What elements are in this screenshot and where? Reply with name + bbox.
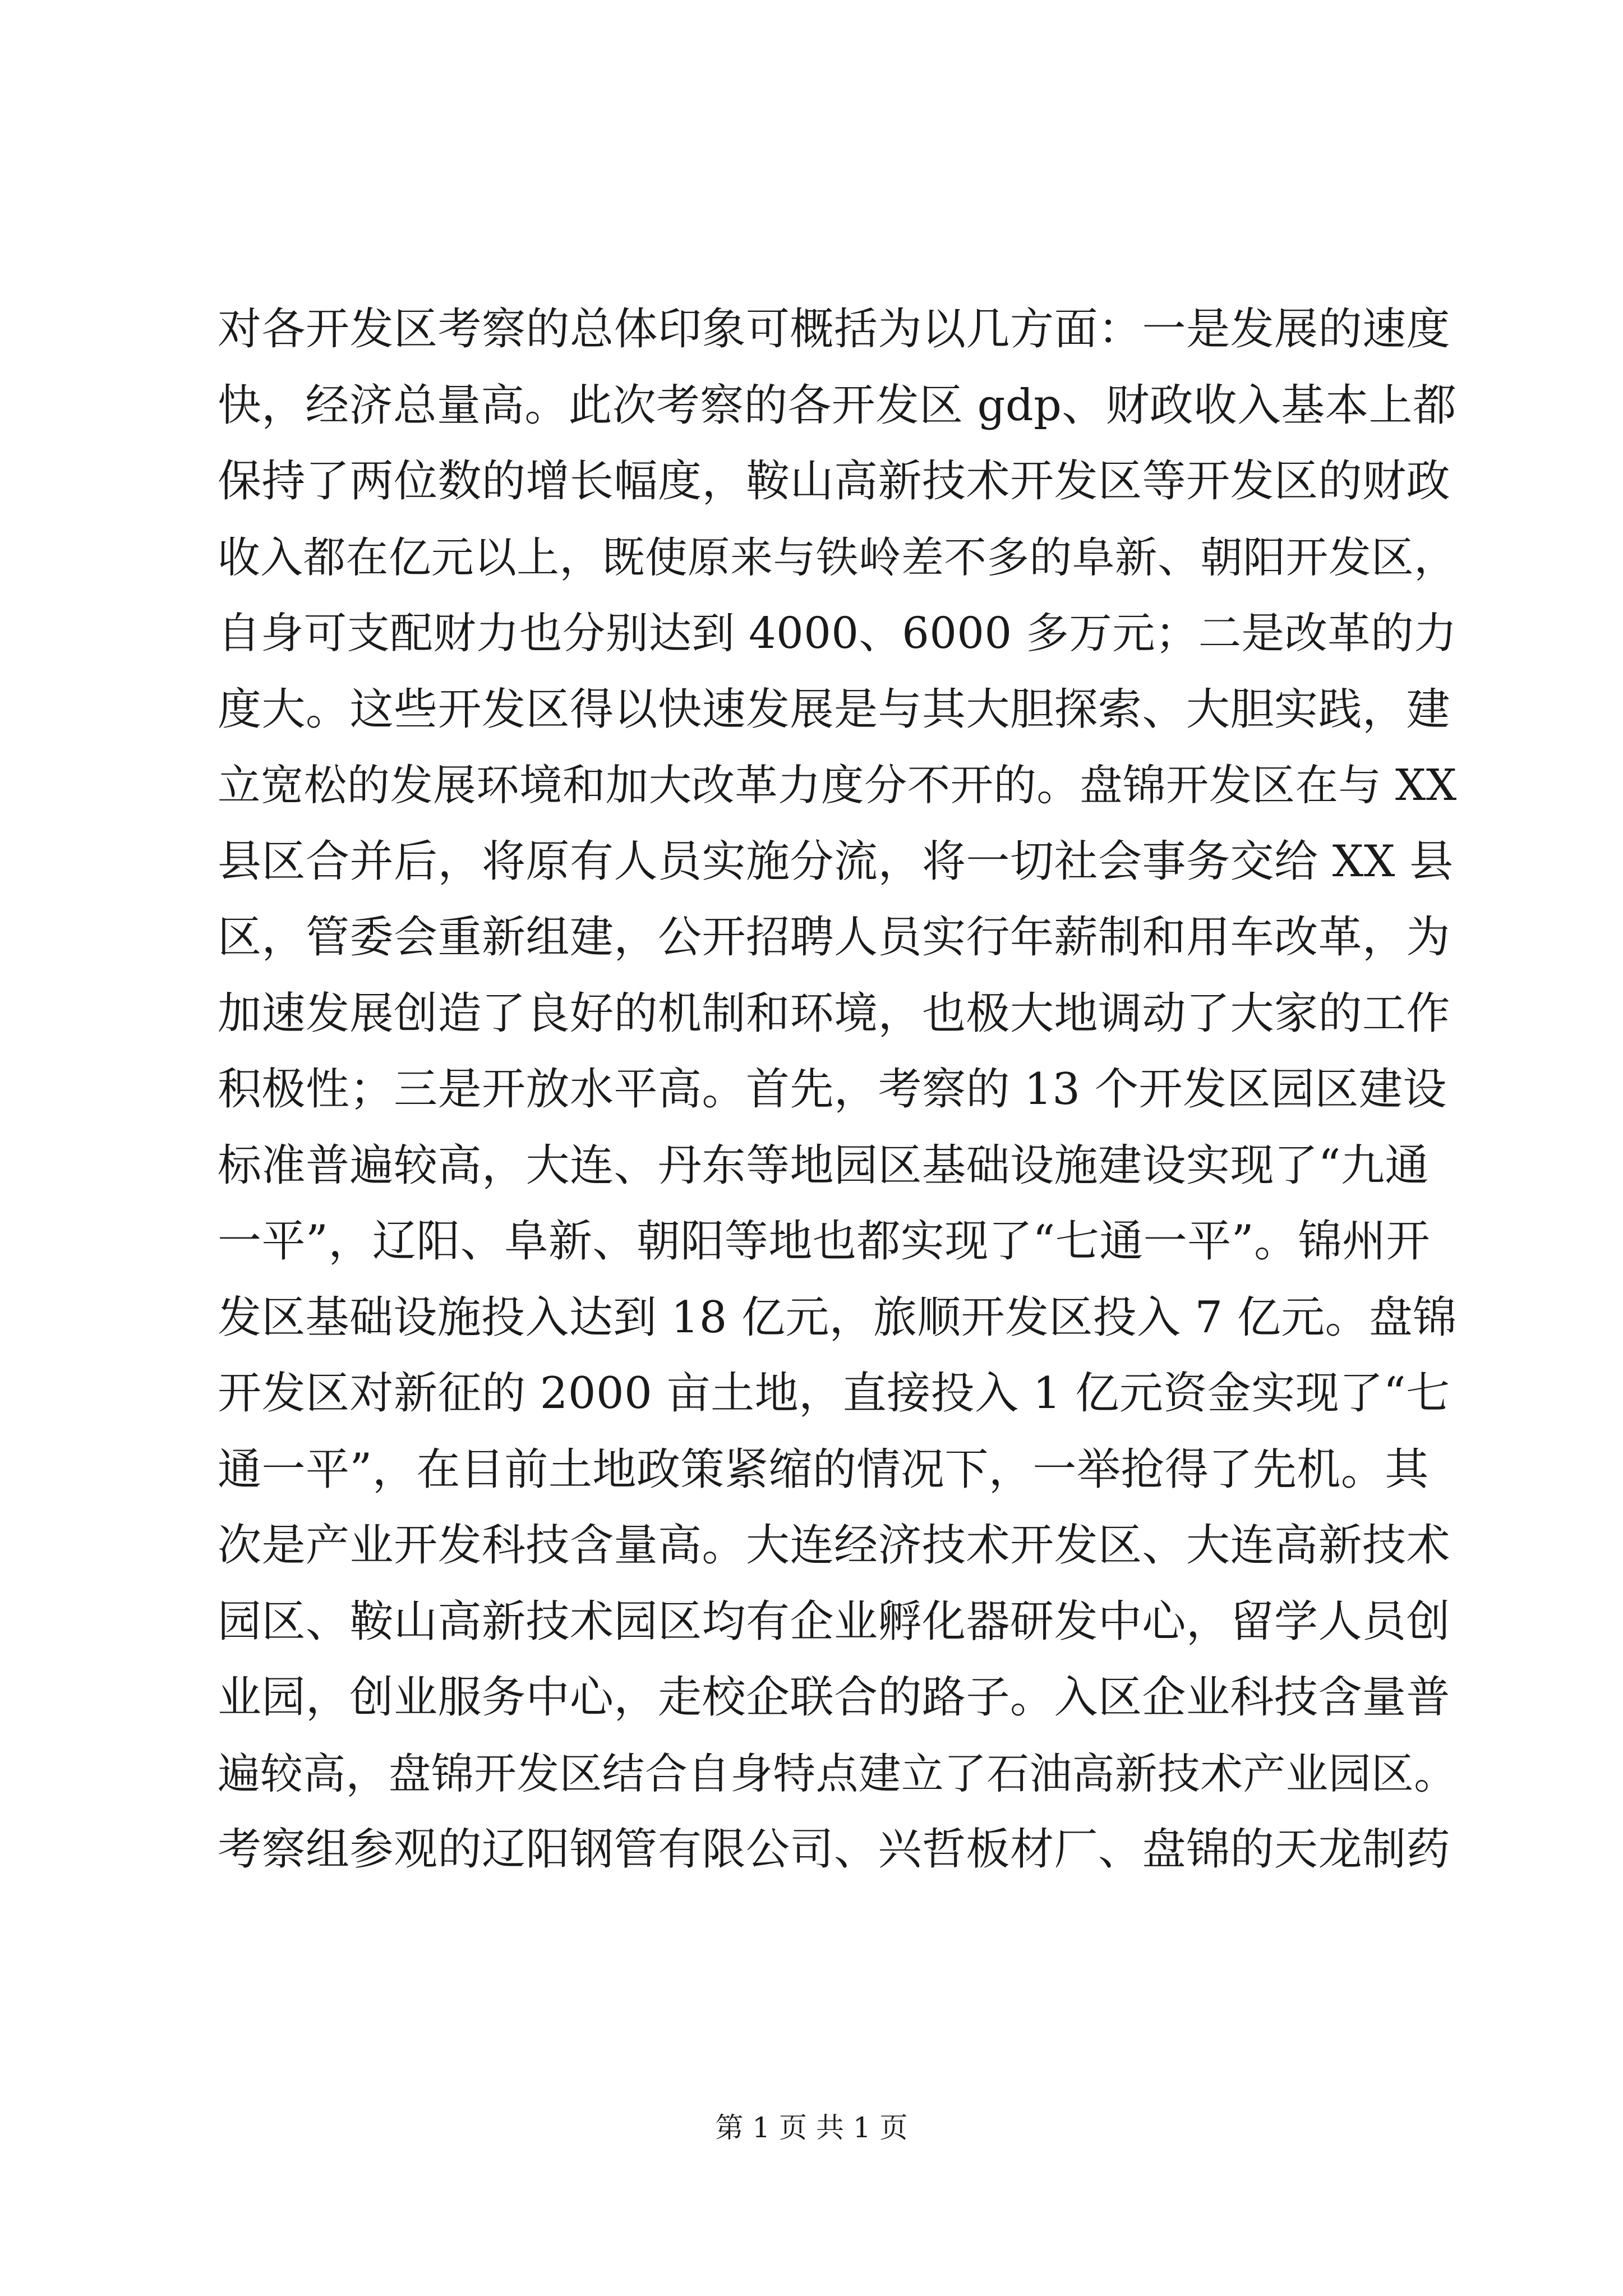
text-line: 收入都在亿元以上，既使原来与铁岭差不多的阜新、朝阳开发区， <box>218 532 1457 582</box>
text-line: 快，经济总量高。此次考察的各开发区 gdp、财政收入基本上都 <box>218 380 1457 431</box>
text-line: 积极性；三是开放水平高。首先，考察的 13 个开发区园区建设 <box>218 1064 1447 1115</box>
page-footer <box>0 2108 1623 2147</box>
text-line: 区，管委会重新组建，公开招聘人员实行年薪制和用车改革，为 <box>218 912 1451 963</box>
text-line: 保持了两位数的增长幅度，鞍山高新技术开发区等开发区的财政 <box>218 456 1451 507</box>
text-line: 考察组参观的辽阳钢管有限公司、兴哲板材厂、盘锦的天龙制药 <box>218 1824 1451 1875</box>
text-line: 加速发展创造了良好的机制和环境，也极大地调动了大家的工作 <box>218 988 1451 1039</box>
text-line: 县区合并后，将原有人员实施分流，将一切社会事务交给 XX 县 <box>218 836 1454 887</box>
text-line: 园区、鞍山高新技术园区均有企业孵化器研发中心，留学人员创 <box>218 1596 1451 1647</box>
body-paragraph <box>218 292 1457 1888</box>
page-number: 第 1 页 共 1 页 <box>715 2111 908 2144</box>
text-line: 一平”，辽阳、阜新、朝阳等地也都实现了“七通一平”。锦州开 <box>218 1216 1431 1267</box>
text-line: 遍较高，盘锦开发区结合自身特点建立了石油高新技术产业园区。 <box>218 1749 1457 1798</box>
text-line: 自身可支配财力也分别达到 4000、6000 多万元；二是改革的力 <box>218 609 1457 659</box>
text-line: 通一平”，在目前土地政策紧缩的情况下，一举抢得了先机。其 <box>218 1444 1429 1495</box>
text-line: 开发区对新征的 2000 亩土地，直接投入 1 亿元资金实现了“七 <box>218 1368 1450 1419</box>
text-line: 对各开发区考察的总体印象可概括为以几方面：一是发展的速度 <box>218 304 1451 355</box>
text-line: 发区基础设施投入达到 18 亿元，旅顺开发区投入 7 亿元。盘锦 <box>218 1292 1457 1343</box>
text-line: 业园，创业服务中心，走校企联合的路子。入区企业科技含量普 <box>218 1672 1451 1723</box>
text-line: 标准普遍较高，大连、丹东等地园区基础设施建设实现了“九通 <box>218 1140 1429 1191</box>
text-line: 次是产业开发科技含量高。大连经济技术开发区、大连高新技术 <box>218 1520 1451 1571</box>
text-line: 立宽松的发展环境和加大改革力度分不开的。盘锦开发区在与 XX <box>218 761 1457 811</box>
text-line: 度大。这些开发区得以快速发展是与其大胆探索、大胆实践，建 <box>218 684 1451 735</box>
